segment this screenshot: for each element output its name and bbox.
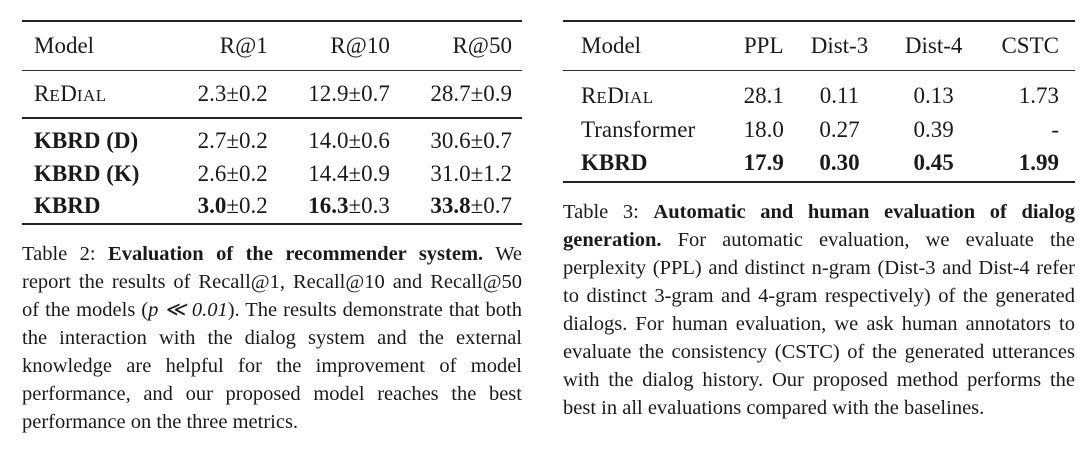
caption-text: We report the results of Recall@1, Recall@10 and Recall@50 of the models (	[22, 243, 523, 321]
table3-header-row	[563, 21, 1075, 71]
cell-r50: 30.6±0.7	[430, 128, 512, 153]
table2-caption	[22, 240, 522, 436]
cell-r10: 14.4±0.9	[308, 161, 390, 186]
model-name: KBRD (K)	[34, 161, 140, 186]
cell-dist3: 0.11	[819, 83, 860, 108]
cell-dist3: 0.30	[792, 145, 886, 182]
cell-r1: 3.0±0.2	[181, 189, 268, 224]
caption-label: Table 3:	[563, 201, 639, 223]
cell-r10: 16.3±0.3	[268, 189, 390, 224]
table-row	[22, 118, 522, 159]
table-row	[563, 71, 1075, 116]
cell-r50: 33.8±0.7	[390, 189, 522, 224]
table2	[22, 20, 522, 225]
caption-math: p ≪ 0.01	[148, 299, 228, 321]
table-row	[563, 145, 1075, 182]
table3-header-dist3: Dist-3	[792, 21, 886, 71]
cell-cstc: -	[1051, 117, 1059, 142]
caption-label: Table 2:	[22, 243, 96, 265]
caption-text: For automatic evaluation, we evaluate the perplexity (PPL) and distinct n-gram (Dist-3 and Dist-4 refer to distinct 3-gram and 4-gram respectively) of the generated dialogs. For human evaluation, we ask human annotators to evaluate the consistency (CSTC) of the generated utterances with the dialog history. Our proposed method performs the best in all evaluations compared with the baselines.	[563, 229, 1075, 419]
model-name-redial: REDIAL	[22, 71, 181, 119]
cell-ppl: 18.0	[743, 117, 784, 142]
cell-ppl: 17.9	[735, 145, 792, 182]
table3-header-model: Model	[563, 21, 735, 71]
cell-dist3: 0.27	[819, 117, 860, 142]
model-name-redial: REDIAL	[581, 83, 654, 108]
table3-caption	[563, 198, 1075, 422]
cell-cstc: 1.73	[1018, 83, 1059, 108]
model-name: Transformer	[581, 117, 696, 142]
cell-cstc: 1.99	[981, 145, 1075, 182]
table-row	[22, 71, 522, 119]
model-name: KBRD	[22, 189, 181, 224]
cell-r1: 2.6±0.2	[197, 161, 268, 186]
table2-header-r50: R@50	[390, 21, 522, 71]
table2-header-r1: R@1	[181, 21, 268, 71]
cell-dist4: 0.39	[913, 117, 954, 142]
table2-header-row	[22, 21, 522, 71]
model-name: KBRD (D)	[34, 128, 139, 153]
table3-header-dist4: Dist-4	[887, 21, 981, 71]
caption-bold: Evaluation of the recommender system.	[108, 243, 484, 265]
caption-text-2: ). The results demonstrate that both the interaction with the dialog system and the external knowledge are helpful for the improvement of model performance, and our proposed model reaches the best performance on the three metrics.	[22, 299, 522, 433]
cell-r50: 28.7±0.9	[390, 71, 522, 119]
cell-r1: 2.3±0.2	[181, 71, 268, 119]
table2-header-r10: R@10	[268, 21, 390, 71]
caption-bold: Automatic and human evaluation of dialog generation.	[563, 201, 1075, 251]
table-row	[563, 115, 1075, 145]
cell-r1: 2.7±0.2	[197, 128, 268, 153]
model-name: KBRD	[563, 145, 735, 182]
table3-header-ppl: PPL	[735, 21, 792, 71]
table3	[563, 20, 1075, 183]
table-row	[22, 159, 522, 189]
table3-header-cstc: CSTC	[981, 21, 1075, 71]
cell-r10: 12.9±0.7	[268, 71, 390, 119]
cell-r50: 31.0±1.2	[430, 161, 512, 186]
cell-ppl: 28.1	[743, 83, 784, 108]
table2-header-model: Model	[22, 21, 181, 71]
cell-dist4: 0.13	[913, 83, 954, 108]
cell-r10: 14.0±0.6	[308, 128, 390, 153]
table-row	[22, 189, 522, 224]
cell-dist4: 0.45	[887, 145, 981, 182]
